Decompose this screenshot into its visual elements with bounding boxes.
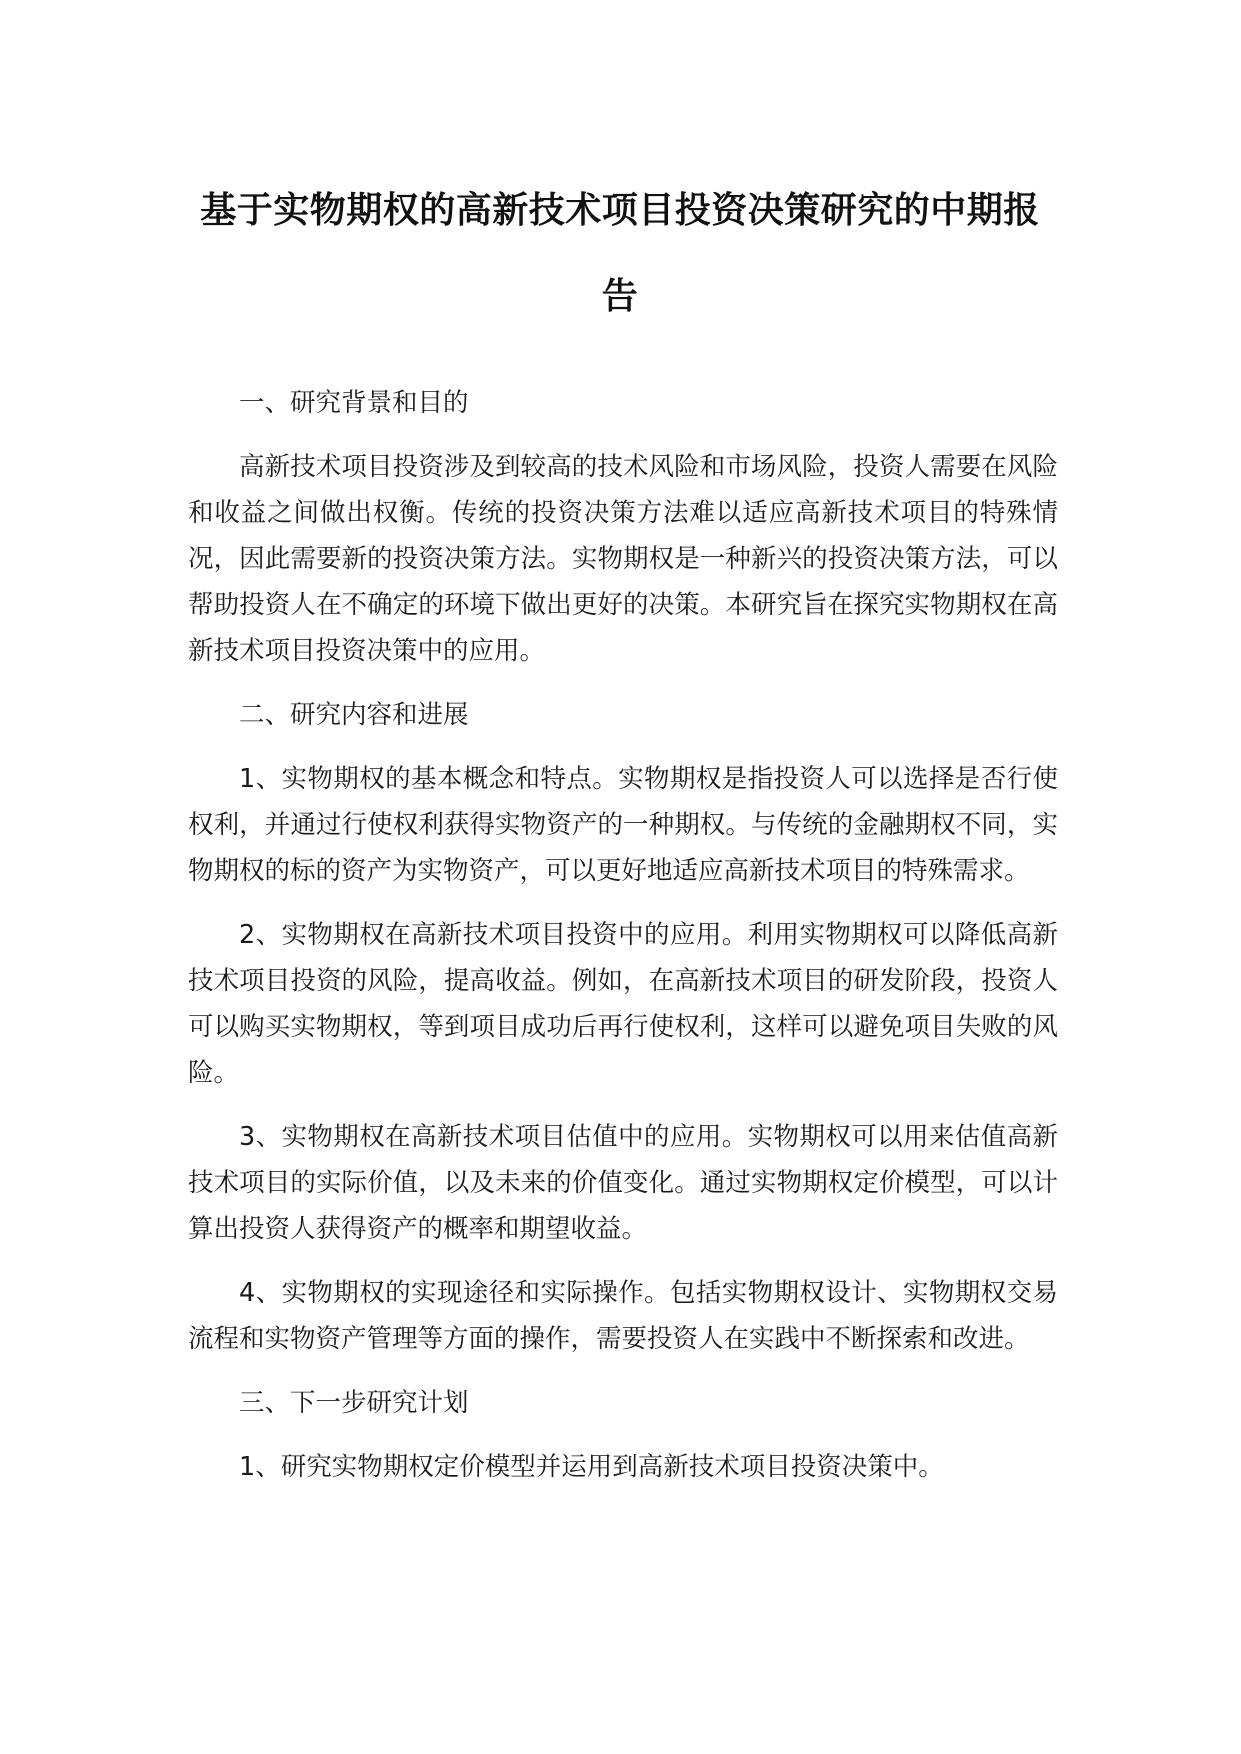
document-title: 基于实物期权的高新技术项目投资决策研究的中期报告 [200, 190, 1040, 317]
section-heading-background: 一、研究背景和目的 [239, 388, 469, 418]
paragraph-item-4: 4、实物期权的实现途径和实际操作。包括实物期权设计、实物期权交易流程和实物资产管理等方面的操作，需要投资人在实践中不断探索和改进。 [188, 1278, 1058, 1354]
section-heading-next-plan: 三、下一步研究计划 [239, 1388, 469, 1418]
paragraph-item-3: 3、实物期权在高新技术项目估值中的应用。实物期权可以用来估值高新技术项目的实际价值，以及未来的价值变化。通过实物期权定价模型，可以计算出投资人获得资产的概率和期望收益。 [188, 1122, 1058, 1244]
paragraph-plan-item-1: 1、研究实物期权定价模型并运用到高新技术项目投资决策中。 [239, 1452, 944, 1482]
section-heading-content: 二、研究内容和进展 [239, 700, 469, 730]
paragraph-item-1: 1、实物期权的基本概念和特点。实物期权是指投资人可以选择是否行使权利，并通过行使权利获得实物资产的一种期权。与传统的金融期权不同，实物期权的标的资产为实物资产，可以更好地适应高新技术项目的特殊需求。 [188, 764, 1058, 886]
paragraph-background: 高新技术项目投资涉及到较高的技术风险和市场风险，投资人需要在风险和收益之间做出权衡。传统的投资决策方法难以适应高新技术项目的特殊情况，因此需要新的投资决策方法。实物期权是一种新兴的投资决策方法，可以帮助投资人在不确定的环境下做出更好的决策。本研究旨在探究实物期权在高新技术项目投资决策中的应用。 [188, 452, 1058, 666]
document-body [188, 380, 1058, 1508]
paragraph-item-2: 2、实物期权在高新技术项目投资中的应用。利用实物期权可以降低高新技术项目投资的风险，提高收益。例如，在高新技术项目的研发阶段，投资人可以购买实物期权，等到项目成功后再行使权利，这样可以避免项目失败的风险。 [188, 920, 1058, 1088]
